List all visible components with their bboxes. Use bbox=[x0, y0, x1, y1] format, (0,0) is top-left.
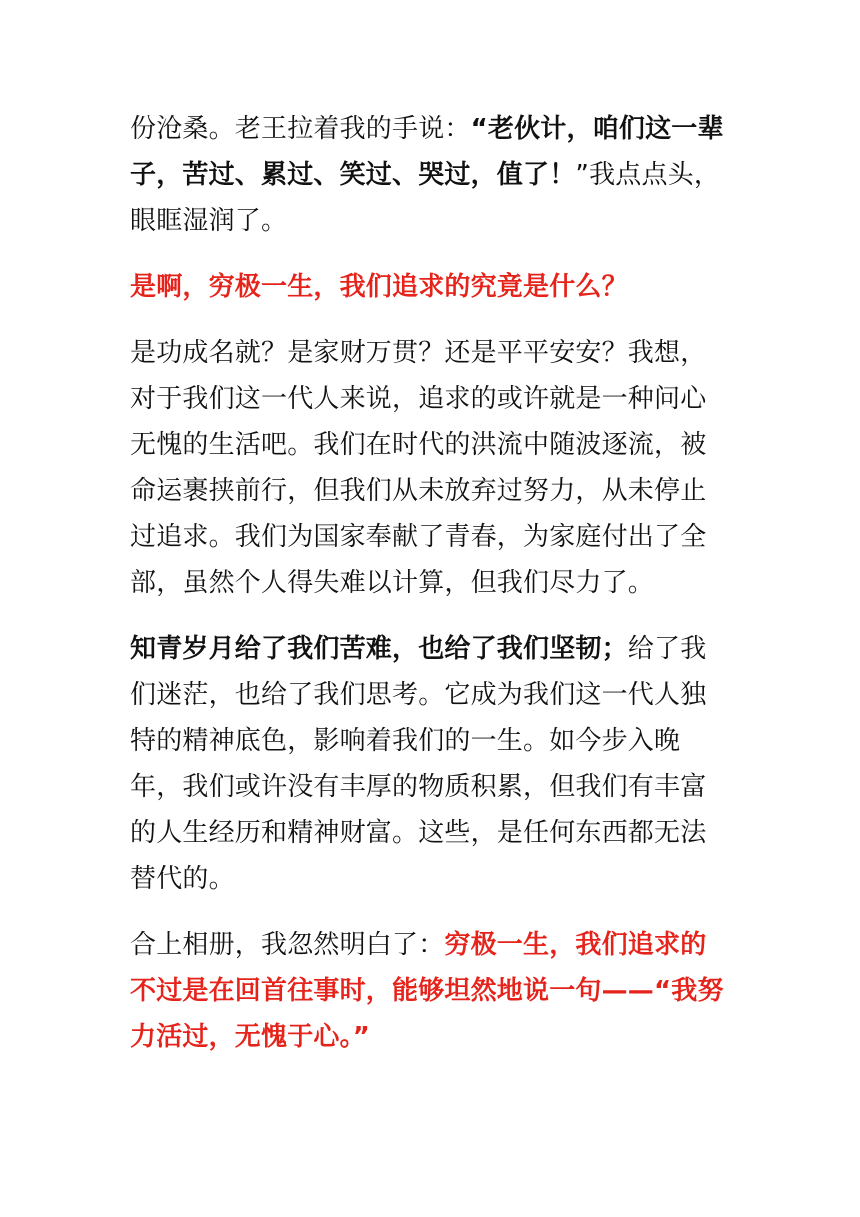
text-segment: 份沧桑。老王拉着我的手说： bbox=[130, 114, 471, 144]
paragraph-youth bbox=[130, 626, 730, 902]
text-segment: 是功成名就？是家财万贯？还是平平安安？我想，对于我们这一代人来说，追求的或许就是一种问心无愧的生活吧。我们在时代的洪流中随波逐流，被命运裹挟前行，但我们从未放弃过努力，从未停止过追求。我们为国家奉献了青春，为家庭付出了全部，虽然个人得失难以计算，但我们尽力了。 bbox=[130, 338, 707, 598]
text-segment: ”我点点头，眼眶湿润了。 bbox=[130, 160, 721, 236]
article-body bbox=[130, 106, 730, 1080]
red-highlight: 穷极一生，我们追求的不过是在回首往事时，能够坦然地说一句——“我努力活过，无愧于心。” bbox=[130, 930, 724, 1052]
paragraph-memory bbox=[130, 106, 730, 244]
paragraph-conclusion bbox=[130, 922, 730, 1060]
text-segment: 合上相册，我忽然明白了： bbox=[130, 930, 445, 960]
bold-highlight: 知青岁月给了我们苦难，也给了我们坚韧； bbox=[130, 634, 628, 664]
paragraph-reflection bbox=[130, 330, 730, 606]
bold-quote: “老伙计，咱们这一辈子，苦过、累过、笑过、哭过，值了！ bbox=[130, 114, 724, 190]
text-segment: 给了我们迷茫，也给了我们思考。它成为我们这一代人独特的精神底色，影响着我们的一生。如今步入晚年，我们或许没有丰厚的物质积累，但我们有丰富的人生经历和精神财富。这些，是任何东西都无法替代的。 bbox=[130, 634, 707, 894]
paragraph-question bbox=[130, 264, 730, 310]
red-highlight: 是啊，穷极一生，我们追求的究竟是什么？ bbox=[130, 272, 628, 302]
